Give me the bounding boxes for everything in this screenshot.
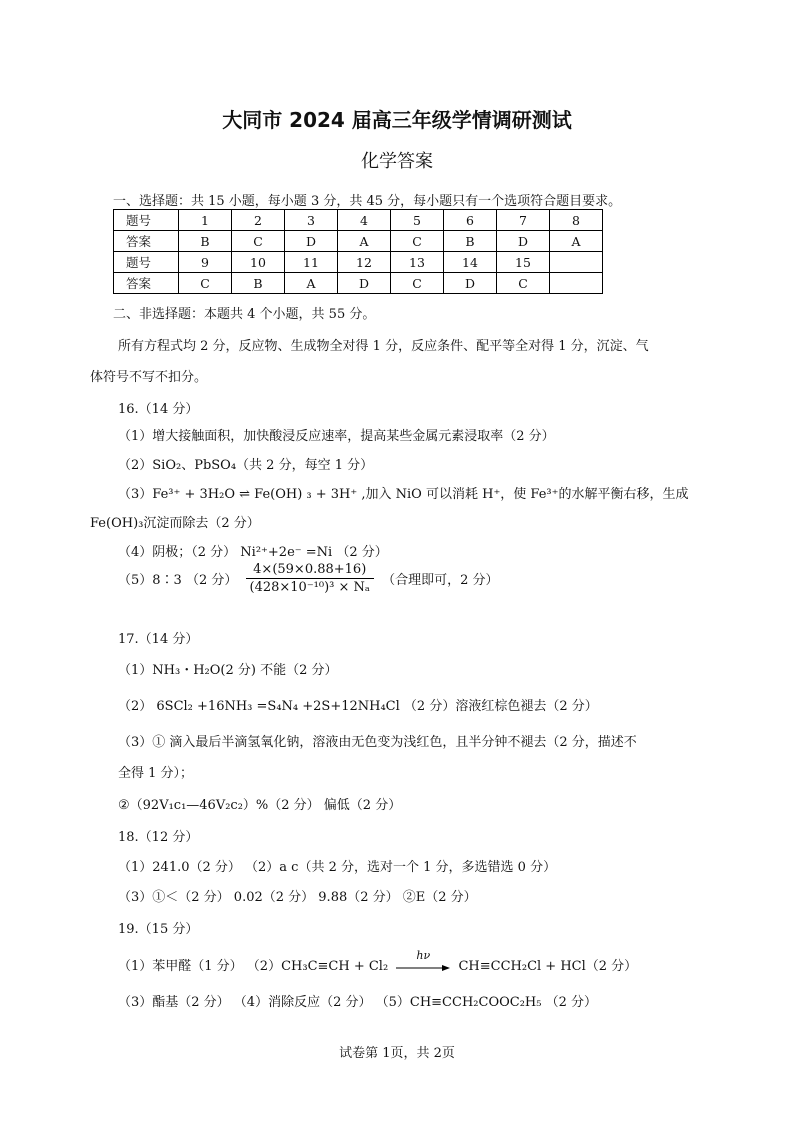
reaction-condition: hν (416, 948, 431, 962)
formula-numerator: 4×(59×0.88+16) (246, 562, 374, 579)
q16-heading: 16.（14 分） (118, 402, 199, 417)
q16-answer-3-line1: （3）Fe³⁺ + 3H₂O ⇌ Fe(OH) ₃ + 3H⁺ ,加入 NiO 可以消耗 H⁺，使 Fe³⁺的水解平衡右移，生成 (118, 487, 689, 502)
page-subtitle: 化学答案 (361, 151, 433, 172)
q19-answer-1-prefix: （1）苯甲醛（1 分） （2）CH₃C≡CH + Cl₂ (118, 959, 389, 974)
table-cell: C (391, 273, 444, 294)
table-cell: D (444, 273, 497, 294)
q19-answer-1-suffix: CH≡CCH₂Cl + HCl（2 分） (458, 959, 638, 974)
table-cell: C (497, 273, 550, 294)
table-cell: 6 (444, 210, 497, 231)
q16-answer-5-suffix: （合理即可，2 分） (382, 573, 499, 588)
q19-answer-3: （3）酯基（2 分） （4）消除反应（2 分） （5）CH≡CCH₂COOC₂H₅ （2 分） (118, 995, 598, 1010)
table-cell: C (391, 231, 444, 252)
q16-answer-5 (118, 562, 498, 595)
table-cell: 7 (497, 210, 550, 231)
table-cell: B (179, 231, 232, 252)
q19-answer-1 (118, 948, 638, 974)
table-cell: D (497, 231, 550, 252)
q16-answer-2: （2）SiO₂、PbSO₄（共 2 分，每空 1 分） (118, 458, 374, 473)
q17-answer-3-line1: （3）① 滴入最后半滴氢氧化钠，溶液由无色变为浅红色，且半分钟不褪去（2 分，描述不 (118, 735, 637, 750)
page-footer: 试卷第 1页，共 2页 (339, 1046, 455, 1061)
q18-heading: 18.（12 分） (118, 830, 199, 845)
reaction-arrow (396, 948, 450, 974)
table-cell: B (232, 273, 285, 294)
table-cell: C (232, 231, 285, 252)
section1-intro: 一、选择题：共 15 小题，每小题 3 分，共 45 分，每小题只有一个选项符合题目要求。 (113, 194, 622, 209)
table-row (114, 210, 603, 231)
q18-answer-1: （1）241.0（2 分） （2）a c（共 2 分，选对一个 1 分，多选错选 0 分） (118, 860, 557, 875)
q16-answer-5-prefix: （5）8∶3 （2 分） (118, 573, 238, 588)
row-label: 题号 (114, 210, 179, 231)
table-cell: 1 (179, 210, 232, 231)
answer-table (113, 209, 603, 294)
q17-answer-2: （2） 6SCl₂ +16NH₃ =S₄N₄ +2S+12NH₄Cl （2 分）溶液红棕色褪去（2 分） (118, 699, 598, 714)
q16-answer-1: （1）增大接触面积，加快酸浸反应速率，提高某些金属元素浸取率（2 分） (118, 429, 555, 444)
table-cell: 13 (391, 252, 444, 273)
table-cell: 3 (285, 210, 338, 231)
table-cell: C (179, 273, 232, 294)
table-row (114, 273, 603, 294)
page-title: 大同市 2024 届高三年级学情调研测试 (222, 108, 572, 132)
q18-answer-3: （3）①＜（2 分） 0.02（2 分） 9.88（2 分） ②E（2 分） (118, 890, 477, 905)
density-formula (246, 562, 374, 595)
section2-intro: 二、非选择题：本题共 4 个小题，共 55 分。 (113, 307, 376, 322)
row-label: 答案 (114, 273, 179, 294)
formula-denominator: (428×10⁻¹⁰)³ × Nₐ (249, 580, 370, 595)
table-cell: 4 (338, 210, 391, 231)
table-cell: 12 (338, 252, 391, 273)
q17-heading: 17.（14 分） (118, 632, 199, 647)
row-label: 答案 (114, 231, 179, 252)
table-cell (550, 273, 603, 294)
q17-answer-3-line3: ②（92V₁c₁—46V₂c₂）%（2 分） 偏低（2 分） (118, 798, 402, 813)
table-cell (550, 252, 603, 273)
q16-answer-3-line2: Fe(OH)₃沉淀而除去（2 分） (90, 516, 260, 531)
right-arrow-icon (396, 964, 450, 972)
q17-answer-1: （1）NH₃・H₂O(2 分) 不能（2 分） (118, 663, 338, 678)
table-cell: A (285, 273, 338, 294)
table-cell: 8 (550, 210, 603, 231)
table-cell: 15 (497, 252, 550, 273)
table-cell: 9 (179, 252, 232, 273)
table-cell: 11 (285, 252, 338, 273)
table-cell: A (550, 231, 603, 252)
scoring-note-line2: 体符号不写不扣分。 (90, 370, 208, 385)
row-label: 题号 (114, 252, 179, 273)
table-cell: 10 (232, 252, 285, 273)
table-cell: D (285, 231, 338, 252)
table-cell: D (338, 273, 391, 294)
q19-heading: 19.（15 分） (118, 922, 199, 937)
table-cell: A (338, 231, 391, 252)
table-cell: 2 (232, 210, 285, 231)
table-cell: 5 (391, 210, 444, 231)
q17-answer-3-line2: 全得 1 分）； (118, 766, 194, 781)
scoring-note-line1: 所有方程式均 2 分，反应物、生成物全对得 1 分，反应条件、配平等全对得 1 分，沉淀、气 (118, 339, 649, 354)
q16-answer-4: （4）阴极；（2 分） Ni²⁺+2e⁻ =Ni （2 分） (118, 545, 388, 560)
table-cell: B (444, 231, 497, 252)
table-cell: 14 (444, 252, 497, 273)
table-row (114, 231, 603, 252)
table-row (114, 252, 603, 273)
